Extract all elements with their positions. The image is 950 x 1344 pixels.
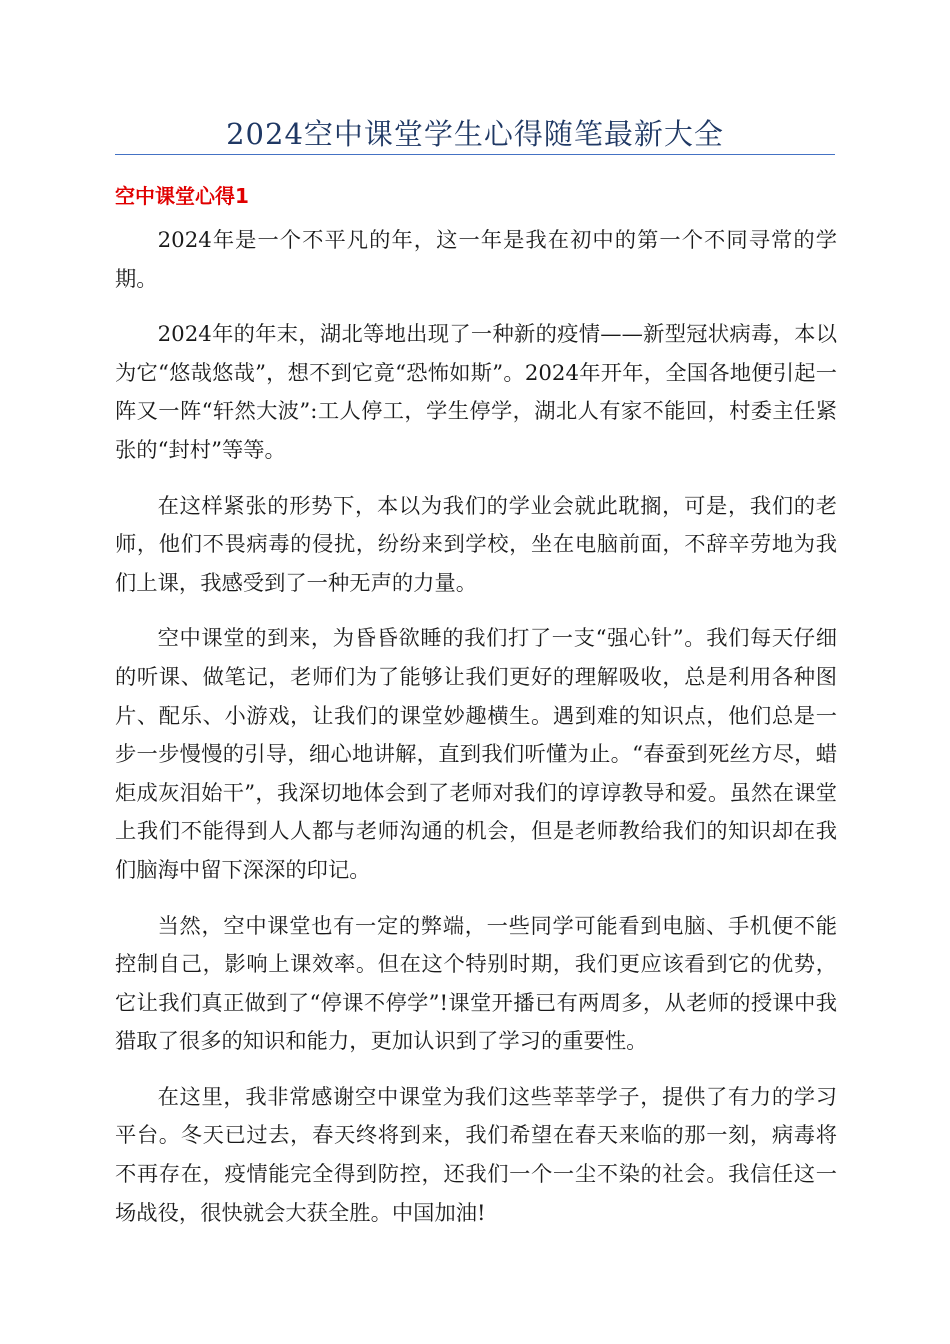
article-body <box>115 222 837 1250</box>
document-title: 2024空中课堂学生心得随笔最新大全 <box>226 117 724 151</box>
paragraph: 空中课堂的到来，为昏昏欲睡的我们打了一支“强心针”。我们每天仔细的听课、做笔记，老师们为了能够让我们更好的理解吸收，总是利用各种图片、配乐、小游戏，让我们的课堂妙趣横生。遇到难的知识点，他们总是一步一步慢慢的引导，细心地讲解，直到我们听懂为止。“春蚕到死丝方尽，蜡炬成灰泪始干”，我深切地体会到了老师对我们的谆谆教导和爱。虽然在课堂上我们不能得到人人都与老师沟通的机会，但是老师教给我们的知识却在我们脑海中留下深深的印记。 <box>115 626 837 883</box>
title-underline <box>115 154 835 155</box>
paragraph: 当然，空中课堂也有一定的弊端，一些同学可能看到电脑、手机便不能控制自己，影响上课效率。但在这个特别时期，我们更应该看到它的优势，它让我们真正做到了“停课不停学”!课堂开播已有两周多，从老师的授课中我猎取了很多的知识和能力，更加认识到了学习的重要性。 <box>115 913 837 1055</box>
paragraph: 2024年是一个不平凡的年，这一年是我在初中的第一个不同寻常的学期。 <box>115 228 837 292</box>
section-heading: 空中课堂心得1 <box>115 184 249 208</box>
paragraph: 在这样紧张的形势下，本以为我们的学业会就此耽搁，可是，我们的老师，他们不畏病毒的侵扰，纷纷来到学校，坐在电脑前面，不辞辛劳地为我们上课，我感受到了一种无声的力量。 <box>115 493 837 596</box>
paragraph: 在这里，我非常感谢空中课堂为我们这些莘莘学子，提供了有力的学习平台。冬天已过去，春天终将到来，我们希望在春天来临的那一刻，病毒将不再存在，疫情能完全得到防控，还我们一个一尘不染的社会。我信任这一场战役，很快就会大获全胜。中国加油! <box>115 1084 837 1226</box>
paragraph: 2024年的年末，湖北等地出现了一种新的疫情——新型冠状病毒，本以为它“悠哉悠哉”，想不到它竟“恐怖如斯”。2024年开年，全国各地便引起一阵又一阵“轩然大波”:工人停工，学生停学，湖北人有家不能回，村委主任紧张的“封村”等等。 <box>115 322 837 463</box>
